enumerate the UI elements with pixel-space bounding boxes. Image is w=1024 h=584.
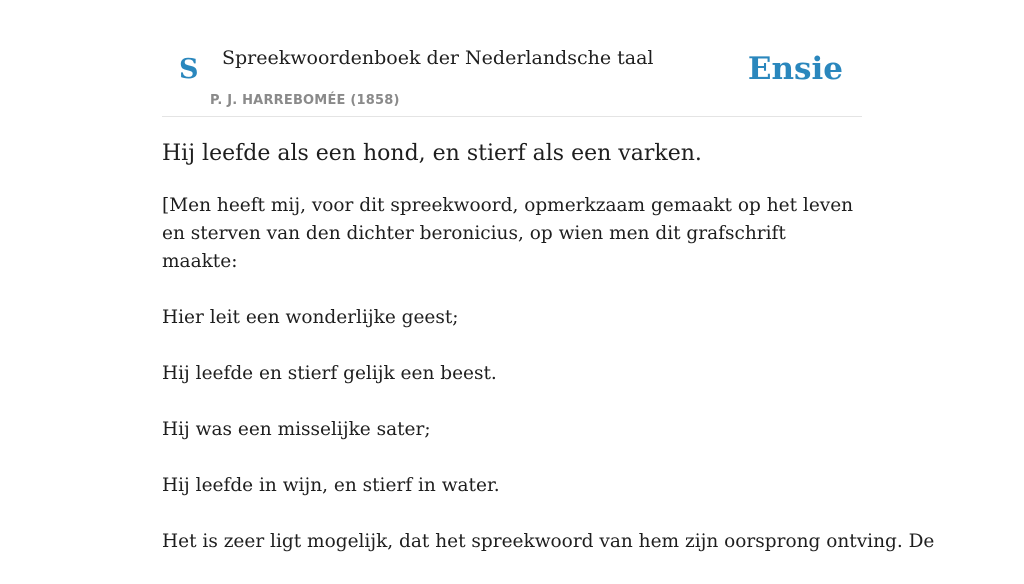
entry-paragraph: Hij leefde in wijn, en stierf in water. (162, 475, 500, 496)
entry-paragraph: Hij leefde en stierf gelijk een beest. (162, 363, 497, 384)
entry-paragraph: Hij was een misselijke sater; (162, 419, 431, 440)
entry-paragraph: [Men heeft mij, voor dit spreekwoord, opmerkzaam gemaakt op het leven en sterven van den dichter beronicius, op wien men dit grafschrift maakte: (162, 195, 854, 272)
ensie-brand-link[interactable]: Ensie (747, 51, 843, 87)
book-header (162, 0, 862, 117)
entry-paragraph: Hier leit een wonderlijke geest; (162, 307, 459, 328)
entry-paragraph: Het is zeer ligt mogelijk, dat het spreekwoord van hem zijn oorsprong ontving. De (162, 531, 935, 552)
book-title-link[interactable]: Spreekwoordenboek der Nederlandsche taal (222, 47, 654, 69)
entry-title: Hij leefde als een hond, en stierf als een varken. (162, 141, 702, 166)
book-logo-link[interactable]: S (179, 54, 199, 85)
book-author: P. J. HARREBOMÉE (1858) (210, 93, 400, 108)
entry-body (162, 192, 935, 584)
